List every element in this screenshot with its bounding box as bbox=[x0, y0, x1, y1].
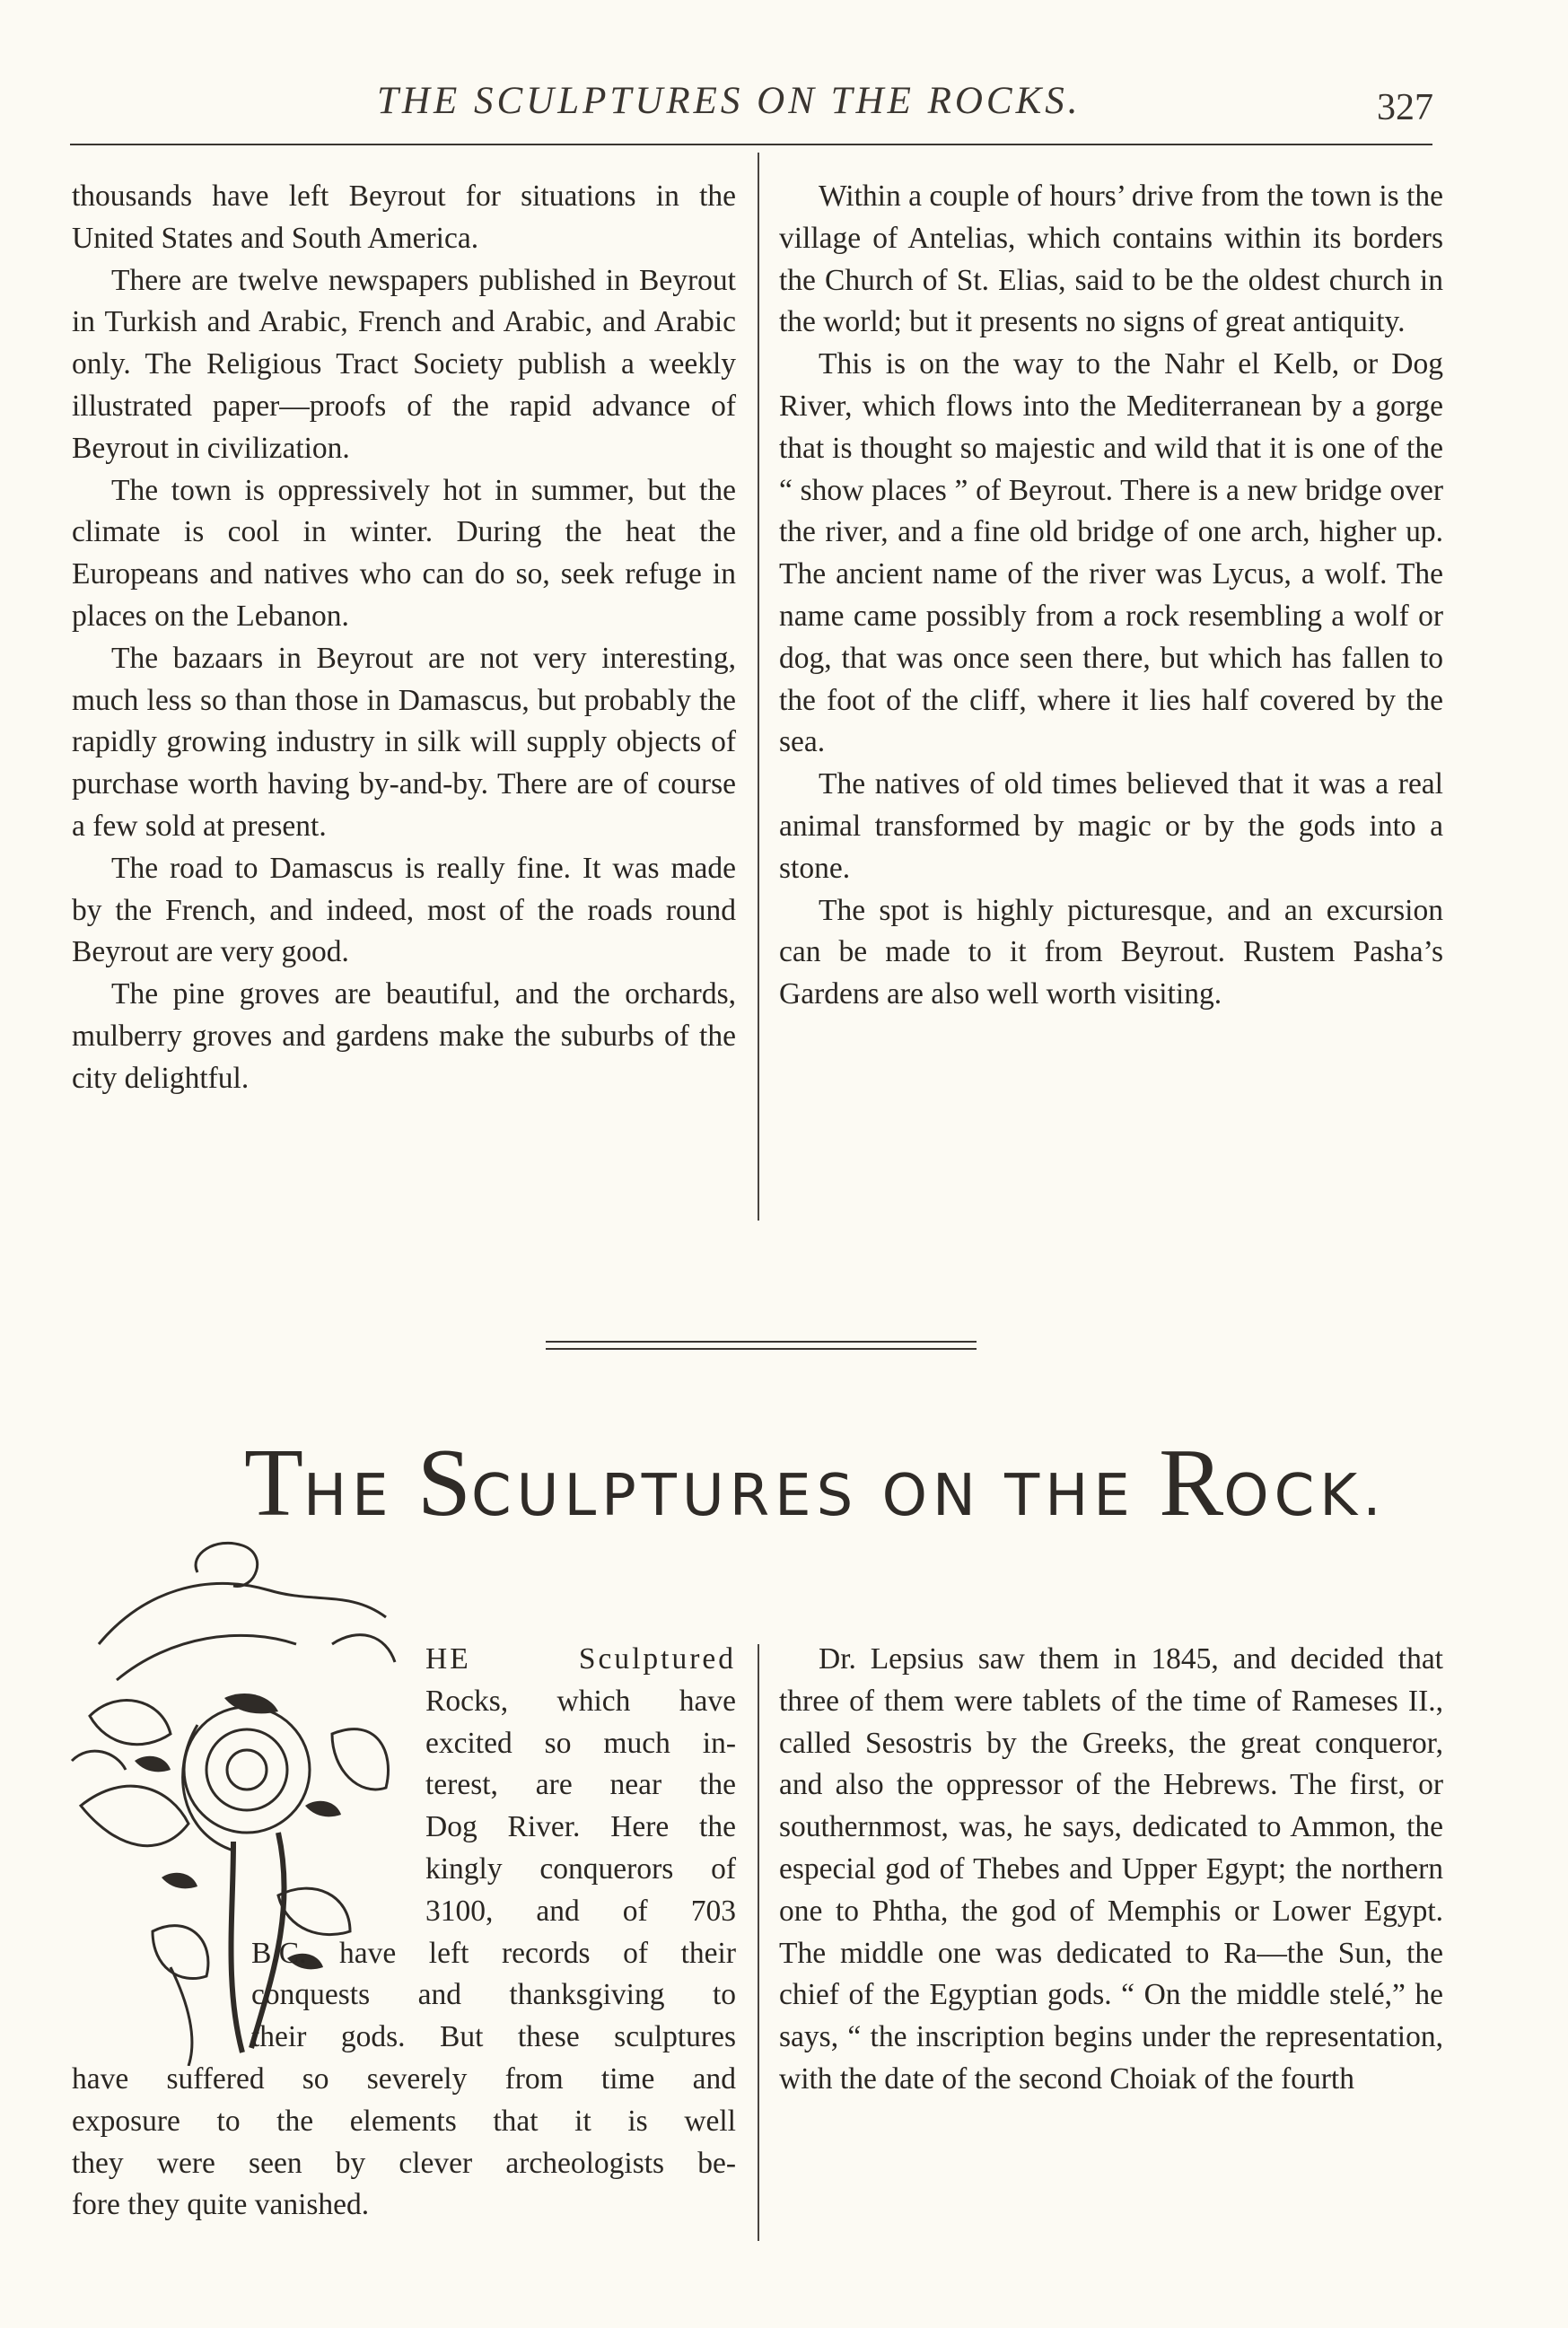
bottom-left-column bbox=[72, 1639, 736, 2227]
column-divider-bottom bbox=[758, 1644, 759, 2241]
paragraph: The spot is highly picturesque, and an excursion can be made to it from Beyrout. Rustem Pasha’s Gardens are also well worth visiting. bbox=[779, 893, 1443, 1011]
paragraph: The pine groves are beautiful, and the orchards, mulberry groves and gardens make the suburbs of the city delightful. bbox=[72, 977, 736, 1095]
running-head: THE SCULPTURES ON THE ROCKS. bbox=[377, 80, 1082, 122]
text-line: exposure to the elements that it is well bbox=[72, 2104, 736, 2138]
section-title: THE SCULPTURES ON THE ROCK. bbox=[244, 1430, 1387, 1536]
text-line: conquests and thanksgiving to bbox=[251, 1978, 736, 2012]
paragraph: The natives of old times believed that it was a real animal transformed by magic or by the gods into a stone. bbox=[779, 767, 1443, 885]
paragraph: The bazaars in Beyrout are not very interesting, much less so than those in Damascus, but probably the rapidly growing industry in silk will supply objects of purchase worth having by-and-by. There are of course a few sold at present. bbox=[72, 641, 736, 843]
text-line: 3100, and of 703 bbox=[425, 1894, 736, 1928]
text-line: kingly conquerors of bbox=[425, 1851, 736, 1886]
text-line: Rocks, which have bbox=[425, 1684, 736, 1718]
text-line: terest, are near the bbox=[425, 1768, 736, 1802]
column-divider-top bbox=[758, 153, 759, 1221]
section-separator-rule bbox=[546, 1341, 977, 1343]
text-line: excited so much in- bbox=[425, 1726, 736, 1760]
title-initial-r: R bbox=[1159, 1430, 1224, 1536]
header-rule bbox=[70, 144, 1432, 145]
paragraph: The town is oppressively hot in summer, but the climate is cool in winter. During the heat the Europeans and natives who can do so, seek refuge in places on the Lebanon. bbox=[72, 473, 736, 633]
text-line: fore they quite vanished. bbox=[72, 2188, 370, 2222]
section-separator-rule bbox=[546, 1348, 977, 1350]
top-left-column bbox=[72, 176, 736, 1100]
page-number: 327 bbox=[1377, 87, 1433, 128]
paragraph: The road to Damascus is really fine. It was made by the French, and indeed, most of the roads round Beyrout are very good. bbox=[72, 851, 736, 969]
text-line: have suffered so severely from time and bbox=[72, 2061, 736, 2096]
paragraph: thousands have left Beyrout for situations in the United States and South America. bbox=[72, 179, 736, 255]
paragraph: There are twelve newspapers published in Beyrout in Turkish and Arabic, French and Arabic, and Arabic only. The Religious Tract Society publish a weekly illustrated paper—proofs of the rapid advance of Beyrout in civilization. bbox=[72, 263, 736, 465]
text-line: they were seen by clever archeologists be- bbox=[72, 2146, 736, 2180]
title-initial-s: S bbox=[416, 1430, 471, 1536]
paragraph: This is on the way to the Nahr el Kelb, or Dog River, which flows into the Mediterranean by a gorge that is thought so majestic and wild that it is one of the “ show places ” of Beyrout. There is a new bridge over the river, and a fine old bridge of one arch, higher up. The ancient name of the river was Lycus, a wolf. The name came possibly from a rock resembling a wolf or dog, that was once seen there, but which has fallen to the foot of the cliff, where it lies half covered by the sea. bbox=[779, 347, 1443, 759]
text-line: HE Sculptured bbox=[425, 1642, 736, 1676]
text-line: B.C. have left records of their bbox=[251, 1936, 736, 1970]
paragraph: Within a couple of hours’ drive from the town is the village of Antelias, which contains within its borders the Church of St. Elias, said to be the oldest church in the world; but it presents no signs of great antiquity. bbox=[779, 179, 1443, 339]
paragraph: Dr. Lepsius saw them in 1845, and decided that three of them were tablets of the time of Rameses II., called Sesostris by the Greeks, the great conqueror, and also the oppressor of the Hebrews. The first, or southernmost, was, he says, dedicated to Ammon, the especial god of Thebes and Upper Egypt; the northern one to Phtha, the god of Memphis or Lower Egypt. The middle one was dedicated to Ra—the Sun, the chief of the Egyptian gods. “ On the middle stelé,” he says, “ the inscription begins under the representation, with the date of the second Choiak of the fourth bbox=[779, 1642, 1443, 2096]
text-line: their gods. But these sculptures bbox=[251, 2020, 736, 2054]
title-initial-t: T bbox=[244, 1430, 303, 1536]
text-line: Dog River. Here the bbox=[425, 1810, 736, 1844]
top-right-column bbox=[779, 176, 1443, 1016]
bottom-right-column bbox=[779, 1639, 1443, 2101]
